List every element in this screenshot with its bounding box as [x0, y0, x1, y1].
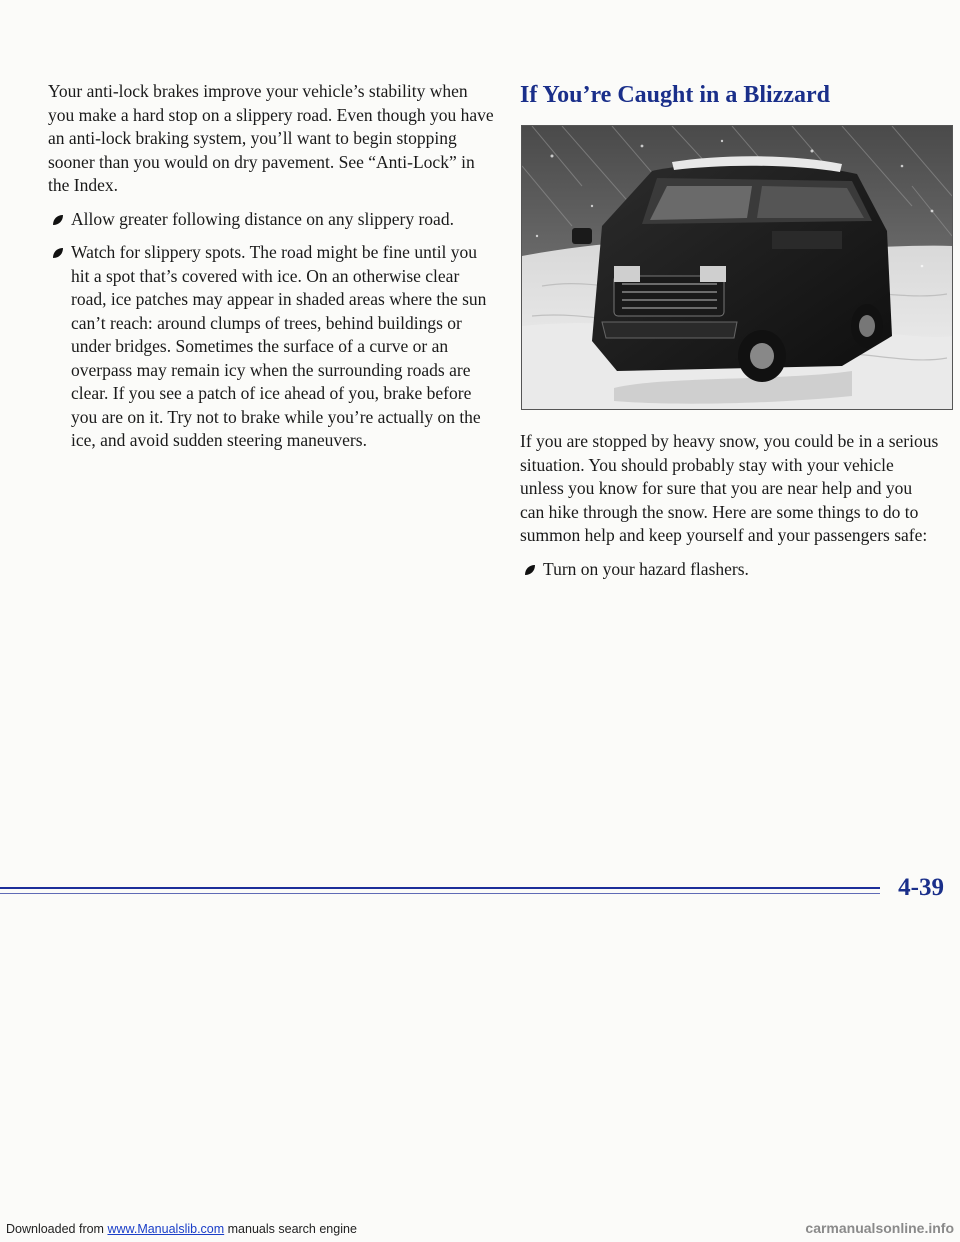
manualslib-link[interactable]: www.Manualslib.com	[107, 1222, 225, 1236]
page-number: 4-39	[898, 874, 944, 901]
left-column	[48, 80, 498, 463]
bullet-item	[520, 558, 940, 582]
footer-suffix: manuals search engine	[224, 1222, 357, 1236]
bullet-item	[48, 241, 498, 453]
rule-line	[0, 887, 880, 889]
intro-paragraph: Your anti-lock brakes improve your vehicle’s stability when you make a hard stop on a slippery road. Even though you have an anti-lock braking system, you’ll want to begin stopping sooner than you would on dry pavement. See “Anti-Lock” in the Index.	[48, 81, 494, 195]
leaf-bullet-icon	[523, 563, 537, 577]
leaf-bullet-icon	[51, 213, 65, 227]
rule-line	[0, 893, 880, 894]
bullet-text: Watch for slippery spots. The road might be fine until you hit a spot that’s covered with ice. On an otherwise clear road, ice patches may appear in shaded areas where the sun can’t reach: around clumps of trees, behind buildings or under bridges. Sometimes the surface of a curve or an overpass may remain icy when the surrounding roads are clear. If you see a patch of ice ahead of you, brake before you are on it. Try not to brake while you’re actually on the ice, and avoid sudden steering maneuvers.	[71, 242, 487, 450]
bullet-item	[48, 208, 498, 232]
blizzard-paragraph: If you are stopped by heavy snow, you could be in a serious situation. You should probably stay with your vehicle unless you know for sure that you are near help and you can hike through the snow. Here are some things to do to summon help and keep yourself and your passengers safe:	[520, 431, 939, 545]
right-column	[520, 430, 940, 591]
bullet-text: Allow greater following distance on any slippery road.	[71, 208, 454, 229]
download-footer	[6, 1222, 357, 1236]
watermark: carmanualsonline.info	[805, 1220, 954, 1236]
section-heading: If You’re Caught in a Blizzard	[520, 82, 831, 108]
footer-prefix: Downloaded from	[6, 1222, 108, 1236]
bullet-text: Turn on your hazard flashers.	[543, 558, 749, 579]
leaf-bullet-icon	[51, 246, 65, 260]
van-in-blizzard-illustration	[521, 125, 953, 410]
